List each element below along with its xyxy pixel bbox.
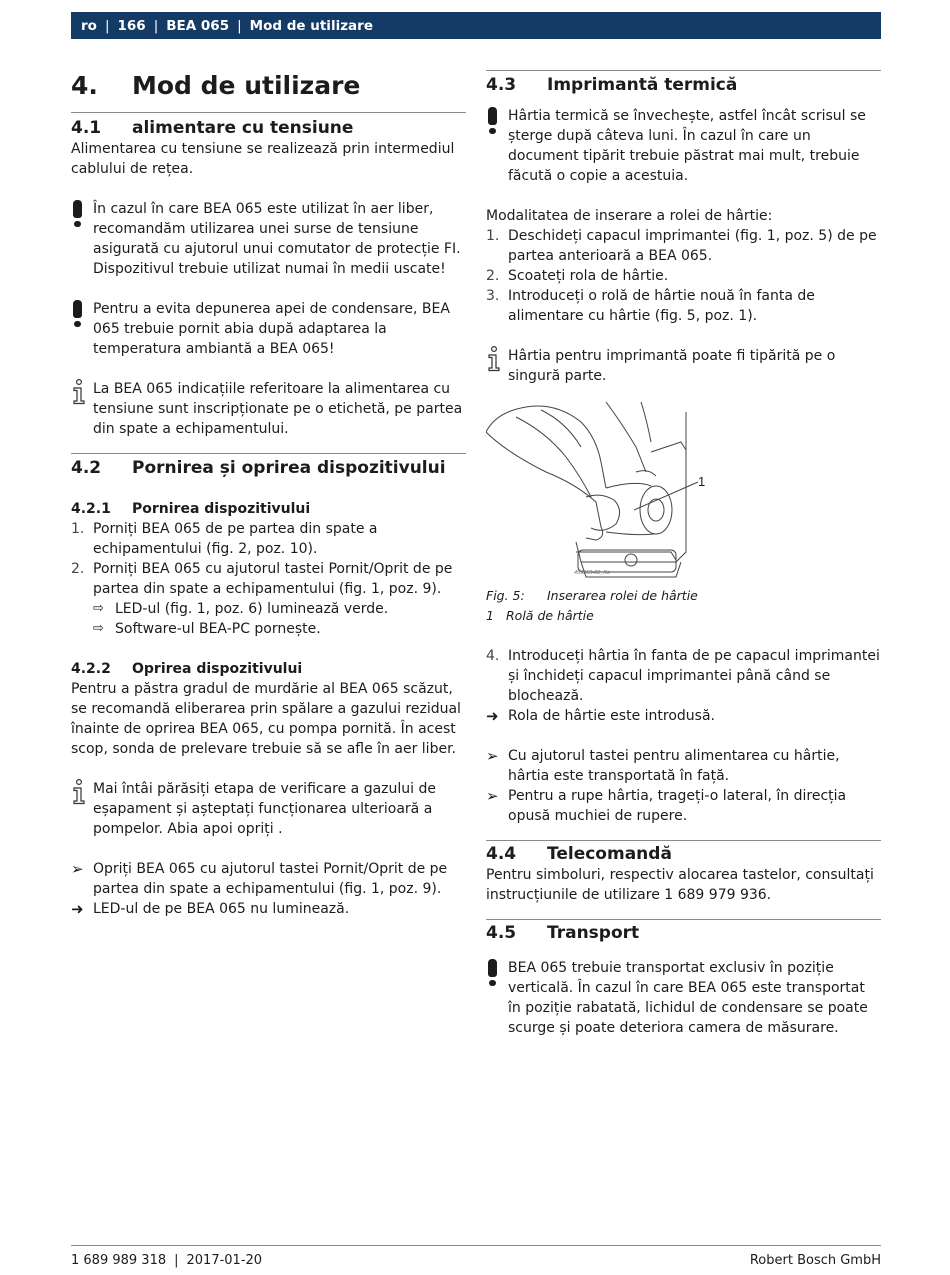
action-step: ➢ Opriți BEA 065 cu ajutorul tastei Pornit/Oprit de pe partea din spate a echipamentului (fig. 1, poz. 9). xyxy=(71,860,448,897)
chapter-title xyxy=(71,66,466,106)
section-4-2-heading xyxy=(71,457,466,479)
chapter-title-text: Mod de utilizare xyxy=(132,71,361,100)
exclamation-warning-icon xyxy=(73,300,82,327)
section-number: 4.5 xyxy=(486,923,517,943)
result-arrow-icon: ➜ xyxy=(71,900,84,918)
exclamation-warning-icon xyxy=(488,959,497,986)
subsection-number: 4.2.2 xyxy=(71,661,111,677)
warning-note xyxy=(486,958,881,1038)
arrowhead-action-icon: ➢ xyxy=(486,787,499,805)
figure-code: 459969-08_Ko xyxy=(574,570,611,576)
info-icon xyxy=(71,779,87,805)
result-step: ➜ LED-ul de pe BEA 065 nu luminează. xyxy=(71,900,350,918)
list-item: 4. Introduceți hârtia în fanta de pe capacul imprimantei și închideți capacul imprimantei până când se blochează. xyxy=(486,648,880,704)
section-4-4-heading xyxy=(486,843,881,865)
arrowhead-action-icon: ➢ xyxy=(486,747,499,765)
warning-text: Hârtia termică se învechește, astfel încât scrisul se șterge după câteva luni. În cazul în care un document tipărit trebuie păstrat mai mult, trebuie făcută o copie a acestuia. xyxy=(508,108,866,184)
section-divider xyxy=(486,840,881,841)
intermediate-result: ⇨ Software-ul BEA-PC pornește. xyxy=(93,621,321,637)
figure-legend xyxy=(486,606,881,626)
s43-intro: Modalitatea de inserare a rolei de hârtie: xyxy=(486,208,773,224)
action-step: ➢ Cu ajutorul tastei pentru alimentarea cu hârtie, hârtia este transportată în față. xyxy=(486,747,840,784)
header-section: Mod de utilizare xyxy=(249,17,373,34)
subsection-title: Oprirea dispozitivului xyxy=(132,661,303,677)
subsection-4-2-2-heading xyxy=(71,659,466,679)
list-item: 1. Porniți BEA 065 de pe partea din spate a echipamentului (fig. 2, poz. 10). xyxy=(71,521,378,557)
s422-text: Pentru a păstra gradul de murdărie al BEA 065 scăzut, se recomandă eliberarea prin spălare a gazului rezidual înainte de oprirea BEA 065, cu pompa pornită. În acest scop, sonda de prelevare trebuie să se afle în aer liber. xyxy=(71,681,461,757)
info-text: La BEA 065 indicațiile referitoare la alimentarea cu tensiune sunt inscripționate pe o etichetă, pe partea din spate a echipamentului. xyxy=(93,381,463,437)
subsection-title: Pornirea dispozitivului xyxy=(132,501,311,517)
right-column xyxy=(486,62,881,1038)
figure-caption xyxy=(486,586,881,606)
section-title: Imprimantă termică xyxy=(547,75,738,95)
section-title: Transport xyxy=(547,923,640,943)
header-lang: ro xyxy=(81,17,97,34)
section-divider xyxy=(71,453,466,454)
s41-intro: Alimentarea cu tensiune se realizează prin intermediul cablului de rețea. xyxy=(71,141,455,177)
hollow-arrow-icon: ⇨ xyxy=(93,621,104,636)
section-4-3-heading xyxy=(486,74,881,96)
footer-company: Robert Bosch GmbH xyxy=(749,1253,881,1268)
section-number: 4.2 xyxy=(71,458,102,478)
list-item: 1. Deschideți capacul imprimantei (fig. 1, poz. 5) de pe partea anterioară a BEA 065. xyxy=(486,228,877,264)
hollow-arrow-icon: ⇨ xyxy=(93,601,104,616)
warning-note xyxy=(486,106,881,186)
page-footer: 1 689 989 318 | 2017-01-20 Robert Bosch GmbH xyxy=(71,1253,881,1268)
result-step: ➜ Rola de hârtie este introdusă. xyxy=(486,707,715,725)
subsection-4-2-1-heading xyxy=(71,499,466,519)
footer-divider xyxy=(71,1245,881,1246)
section-divider xyxy=(486,70,881,71)
page-header: ro | 166 | BEA 065 | Mod de utilizare xyxy=(71,12,881,39)
s44-text: Pentru simboluri, respectiv alocarea tastelor, consultați instrucțiunile de utilizare 1 689 979 936. xyxy=(486,867,874,903)
paper-roll-illustration xyxy=(486,402,716,582)
list-item: 3. Introduceți o rolă de hârtie nouă în fanta de alimentare cu hârtie (fig. 5, poz. 1). xyxy=(486,288,815,324)
legend-text: Rolă de hârtie xyxy=(506,608,594,623)
info-note xyxy=(71,379,466,439)
subsection-number: 4.2.1 xyxy=(71,501,111,517)
warning-note xyxy=(71,199,466,279)
figure-callout-1: 1 xyxy=(698,474,706,489)
header-model: BEA 065 xyxy=(166,17,230,34)
section-4-1-heading xyxy=(71,117,466,139)
figure-paper-roll xyxy=(486,402,716,582)
warning-text: Pentru a evita depunerea apei de condensare, BEA 065 trebuie pornit abia după adaptarea la temperatura ambiantă a BEA 065! xyxy=(93,301,450,357)
list-item: 2. Porniți BEA 065 cu ajutorul tastei Pornit/Oprit de pe partea din spate a echipamentului (fig. 1, poz. 9). xyxy=(71,561,453,597)
paper-step-4 xyxy=(486,646,881,706)
left-column xyxy=(71,62,466,919)
arrowhead-action-icon: ➢ xyxy=(71,860,84,878)
section-number: 4.3 xyxy=(486,75,517,95)
section-number: 4.4 xyxy=(486,844,517,864)
info-icon xyxy=(71,379,87,405)
section-title: alimentare cu tensiune xyxy=(132,118,354,138)
warning-note xyxy=(71,299,466,359)
info-note xyxy=(71,779,466,839)
section-divider xyxy=(71,112,466,113)
chapter-number: 4. xyxy=(71,71,98,100)
footer-date: 2017-01-20 xyxy=(186,1253,263,1268)
warning-text: În cazul în care BEA 065 este utilizat în aer liber, recomandăm utilizarea unei surse de tensiune asigurată cu ajutorul unui comutator de protecție FI. Dispozitivul trebuie utilizat numai în medii uscate! xyxy=(93,201,461,277)
start-steps-list xyxy=(71,519,466,599)
action-step: ➢ Pentru a rupe hârtia, trageți-o lateral, în direcția opusă muchiei de rupere. xyxy=(486,787,847,824)
figure-caption-text: Inserarea rolei de hârtie xyxy=(547,588,698,603)
info-text: Hârtia pentru imprimantă poate fi tipărită pe o singură parte. xyxy=(508,348,836,384)
footer-doc-number: 1 689 989 318 xyxy=(71,1253,167,1268)
section-divider xyxy=(486,919,881,920)
info-icon xyxy=(486,346,502,372)
section-4-5-heading xyxy=(486,922,881,944)
list-item: 2. Scoateți rola de hârtie. xyxy=(486,268,669,284)
section-title: Telecomandă xyxy=(547,844,672,864)
info-note xyxy=(486,346,881,386)
info-text: Mai întâi părăsiți etapa de verificare a gazului de eșapament și așteptați funcționarea ulterioară a pompelor. Abia apoi opriți . xyxy=(93,781,436,837)
result-arrow-icon: ➜ xyxy=(486,707,499,725)
header-page-number: 166 xyxy=(117,17,146,34)
exclamation-warning-icon xyxy=(488,107,497,134)
figure-label: Fig. 5: xyxy=(486,588,525,603)
section-number: 4.1 xyxy=(71,118,102,138)
legend-number: 1 xyxy=(486,608,494,623)
paper-steps-list xyxy=(486,226,881,326)
warning-text: BEA 065 trebuie transportat exclusiv în poziție verticală. În cazul în care BEA 065 este transportat în poziție rabatată, lichidul de condensare se poate scurge și poate deteriora camera de măsurare. xyxy=(508,960,868,1036)
exclamation-warning-icon xyxy=(73,200,82,227)
section-title: Pornirea și oprirea dispozitivului xyxy=(132,458,446,478)
intermediate-result: ⇨ LED-ul (fig. 1, poz. 6) luminează verde. xyxy=(93,601,389,617)
